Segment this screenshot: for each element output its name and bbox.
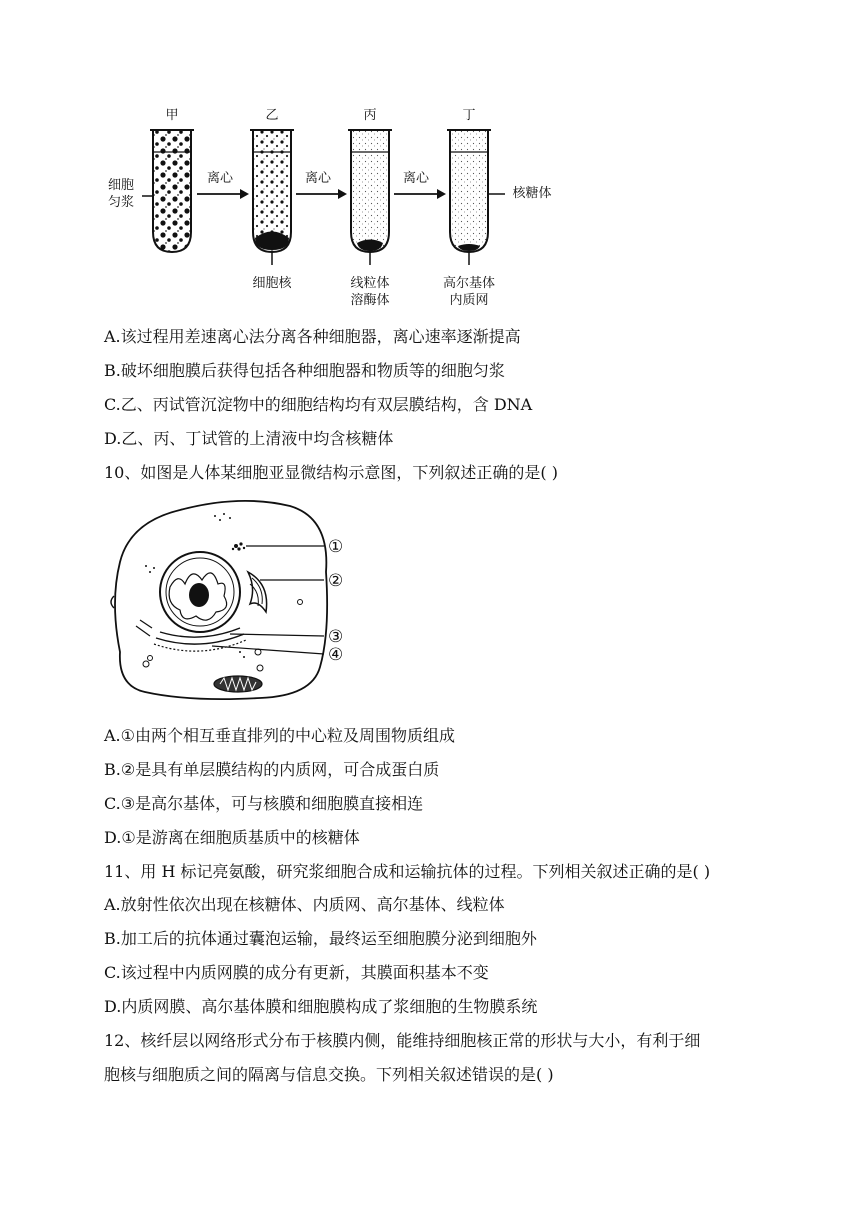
tube-ding [447,130,505,265]
pointer-4 [212,646,324,654]
pointer-3 [230,634,324,636]
arrow-2 [296,189,347,199]
marker-4: ④ [328,645,344,665]
tube-title-ding: 丁 [462,108,476,123]
q11-option-c: C.该过程中内质网膜的成分有更新，其膜面积基本不变 [104,963,489,982]
ribosome-label: 核糖体 [512,186,552,201]
er-label: 内质网 [449,293,489,308]
q11-stem: 11、用 H 标记亮氨酸，研究浆细胞合成和运输抗体的过程。下列相关叙述正确的是( ) [104,862,711,881]
vesicle [148,656,153,661]
q12-stem-line1: 12、核纤层以网络形式分布于核膜内侧，能维持细胞核正常的形状与大小，有利于细 [104,1031,701,1050]
centrifuge-label-1: 离心 [206,171,233,186]
tube-title-jia: 甲 [165,108,179,123]
tube-bing [348,130,392,265]
q9-option-a: A.该过程用差速离心法分离各种细胞器，离心速率逐渐提高 [104,327,521,346]
tube-yi [250,130,294,265]
cell-membrane [115,501,327,699]
mitochondria-label: 线粒体 [350,276,390,291]
q12-stem-line2: 胞核与细胞质之间的隔离与信息交换。下列相关叙述错误的是( ) [104,1065,554,1084]
cell-diagram [100,492,360,712]
q9-option-b: B.破坏细胞膜后获得包括各种细胞器和物质等的细胞匀浆 [104,361,505,380]
cell-figure [100,492,360,712]
q11-option-a: A.放射性依次出现在核糖体、内质网、高尔基体、线粒体 [104,895,505,914]
vesicle [298,600,303,605]
q10-option-a: A.①由两个相互垂直排列的中心粒及周围物质组成 [104,726,455,745]
q9-option-c: C.乙、丙试管沉淀物中的细胞结构均有双层膜结构，含 DNA [104,395,533,414]
homogenate-label-2: 匀浆 [107,195,134,210]
homogenate-label-1: 细胞 [107,178,134,193]
nucleus [160,552,240,632]
q10-option-b: B.②是具有单层膜结构的内质网，可合成蛋白质 [104,760,440,779]
marker-1: ① [328,537,344,557]
centrosome [232,542,245,550]
q10-stem: 10、如图是人体某细胞亚显微结构示意图，下列叙述正确的是( ) [104,463,558,482]
centrifuge-figure [100,100,570,315]
arrow-3 [394,189,446,199]
centrifuge-label-2: 离心 [304,171,331,186]
mitochondrion [214,676,262,692]
tube-title-yi: 乙 [265,108,279,123]
arrow-1 [197,189,249,199]
marker-3: ③ [328,627,344,647]
marker-2: ② [328,571,344,591]
q11-option-b: B.加工后的抗体通过囊泡运输，最终运至细胞膜分泌到细胞外 [104,929,537,948]
golgi-label: 高尔基体 [442,276,495,291]
tube-title-bing: 丙 [363,108,377,123]
centrifuge-label-3: 离心 [402,171,429,186]
lysosome-label: 溶酶体 [350,293,390,308]
q10-option-d: D.①是游离在细胞质基质中的核糖体 [104,828,360,847]
vesicle [257,665,263,671]
q10-option-c: C.③是高尔基体，可与核膜和细胞膜直接相连 [104,794,424,813]
q9-option-d: D.乙、丙、丁试管的上清液中均含核糖体 [104,429,394,448]
nucleus-label: 细胞核 [252,276,292,291]
tube-jia [150,128,194,252]
golgi-structure [248,572,267,612]
q11-option-d: D.内质网膜、高尔基体膜和细胞膜构成了浆细胞的生物膜系统 [104,997,538,1016]
